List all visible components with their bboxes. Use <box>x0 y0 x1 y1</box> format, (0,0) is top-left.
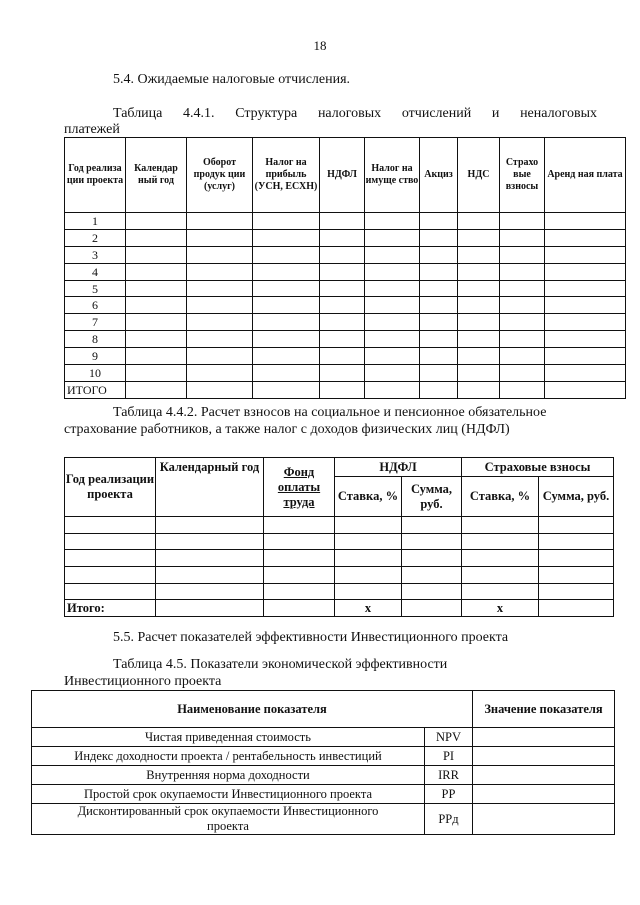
table2-header-payroll <box>264 458 335 517</box>
table-cell[interactable] <box>320 229 365 246</box>
table2-header-row-1 <box>65 458 614 477</box>
table-row <box>32 804 615 835</box>
table-cell[interactable] <box>320 348 365 365</box>
indicator-code: IRR <box>425 766 473 785</box>
table-cell[interactable] <box>187 381 253 398</box>
table-cell[interactable] <box>365 348 420 365</box>
table-row <box>32 766 615 785</box>
table-cell[interactable] <box>458 331 500 348</box>
table-cell[interactable] <box>156 550 264 567</box>
table-row <box>65 263 626 280</box>
table-cell[interactable] <box>458 381 500 398</box>
table1-row-number: 10 <box>65 365 126 382</box>
indicator-value-cell[interactable] <box>473 785 615 804</box>
table-row <box>65 213 626 230</box>
table3-header-value: Значение показателя <box>473 691 615 728</box>
table-cell[interactable] <box>253 213 320 230</box>
table-cell[interactable] <box>458 348 500 365</box>
table-cell[interactable] <box>420 365 458 382</box>
table-cell[interactable] <box>500 381 545 398</box>
table-cell[interactable] <box>420 229 458 246</box>
table-row <box>65 229 626 246</box>
table-cell[interactable] <box>462 533 539 550</box>
table1-row-number: 3 <box>65 246 126 263</box>
table-cell[interactable] <box>402 550 462 567</box>
table-cell[interactable] <box>253 381 320 398</box>
table1-header-excise: Акциз <box>420 138 458 213</box>
table-cell[interactable] <box>500 331 545 348</box>
table-cell[interactable] <box>126 280 187 297</box>
table-cell[interactable] <box>320 331 365 348</box>
table2-x-mark-insurance: х <box>462 600 539 617</box>
table-cell[interactable] <box>126 213 187 230</box>
indicator-name: Дисконтированный срок окупаемости Инвестиционного проекта <box>32 804 425 835</box>
table-cell[interactable] <box>500 280 545 297</box>
table-cell[interactable] <box>402 583 462 600</box>
table1-row-number: 8 <box>65 331 126 348</box>
table-row <box>32 747 615 766</box>
table-cell[interactable] <box>320 365 365 382</box>
indicator-name: Чистая приведенная стоимость <box>32 728 425 747</box>
table-cell[interactable] <box>500 297 545 314</box>
table2-caption-line2: страхование работников, а также налог с доходов физических лиц (НДФЛ) <box>64 422 510 437</box>
table-cell[interactable] <box>402 517 462 534</box>
table1-header-property-tax: Налог на имуще ство <box>365 138 420 213</box>
table-cell[interactable] <box>500 213 545 230</box>
table-cell[interactable] <box>545 348 626 365</box>
table-cell[interactable] <box>320 280 365 297</box>
table-cell[interactable] <box>264 583 335 600</box>
table-cell[interactable] <box>264 600 335 617</box>
table1-header-vat: НДС <box>458 138 500 213</box>
table-row <box>32 785 615 804</box>
table3-caption-line2: Инвестиционного проекта <box>64 674 222 689</box>
table-cell[interactable] <box>420 348 458 365</box>
table-cell[interactable] <box>264 533 335 550</box>
table-row <box>65 533 614 550</box>
table1-row-number: 1 <box>65 213 126 230</box>
table-cell[interactable] <box>402 567 462 584</box>
insurance-ndfl-table <box>64 457 614 617</box>
table-cell[interactable] <box>365 263 420 280</box>
table2-header-rate-ndfl: Ставка, % <box>335 477 402 517</box>
table-cell[interactable] <box>500 229 545 246</box>
indicator-code: PI <box>425 747 473 766</box>
table-cell[interactable] <box>458 297 500 314</box>
table-row <box>32 728 615 747</box>
table-cell[interactable] <box>462 517 539 534</box>
table-cell[interactable] <box>365 297 420 314</box>
table1-total-label: ИТОГО <box>65 381 126 398</box>
table2-header-year-project: Год реализации проекта <box>65 458 156 517</box>
table-cell[interactable] <box>156 567 264 584</box>
table-cell[interactable] <box>365 229 420 246</box>
table-cell[interactable] <box>320 213 365 230</box>
table-cell[interactable] <box>545 213 626 230</box>
table1-header-rent: Аренд ная плата <box>545 138 626 213</box>
indicator-value-cell[interactable] <box>473 766 615 785</box>
table-cell[interactable] <box>500 348 545 365</box>
table-cell[interactable] <box>126 381 187 398</box>
table3-header-name: Наименование показателя <box>32 691 473 728</box>
table-cell[interactable] <box>65 517 156 534</box>
indicator-name: Простой срок окупаемости Инвестиционного проекта <box>32 785 425 804</box>
table-cell[interactable] <box>335 550 402 567</box>
table-cell[interactable] <box>126 314 187 331</box>
table-cell[interactable] <box>65 567 156 584</box>
table-cell[interactable] <box>462 550 539 567</box>
table2-header-payroll-text: Фонд оплаты труда <box>277 464 321 509</box>
table-cell[interactable] <box>264 517 335 534</box>
table-cell[interactable] <box>156 583 264 600</box>
table-cell[interactable] <box>539 550 614 567</box>
table1-total-row <box>65 381 626 398</box>
table-cell[interactable] <box>458 280 500 297</box>
indicator-code: PP <box>425 785 473 804</box>
table-cell[interactable] <box>365 381 420 398</box>
table-cell[interactable] <box>264 567 335 584</box>
table3-body <box>32 728 615 835</box>
table-cell[interactable] <box>539 567 614 584</box>
table-row <box>65 348 626 365</box>
table-cell[interactable] <box>420 331 458 348</box>
table-cell[interactable] <box>320 263 365 280</box>
table1-row-number: 4 <box>65 263 126 280</box>
table-cell[interactable] <box>365 213 420 230</box>
table2-caption-line1: Таблица 4.4.2. Расчет взносов на социальное и пенсионное обязательное <box>113 405 547 420</box>
table1-caption-line2: платежей <box>64 122 120 137</box>
table-cell[interactable] <box>253 297 320 314</box>
table2-header-rate-insurance: Ставка, % <box>462 477 539 517</box>
table1-caption-line1: Таблица 4.4.1. Структура налоговых отчислений и неналоговых <box>113 106 597 121</box>
table1-row-number: 7 <box>65 314 126 331</box>
table-cell[interactable] <box>402 533 462 550</box>
table-cell[interactable] <box>539 533 614 550</box>
table-row <box>65 583 614 600</box>
efficiency-table <box>31 690 615 835</box>
table-cell[interactable] <box>458 246 500 263</box>
section-5-5-heading: 5.5. Расчет показателей эффективности Инвестиционного проекта <box>113 630 509 645</box>
table1-header-insurance: Страхо вые взносы <box>500 138 545 213</box>
table-cell[interactable] <box>320 381 365 398</box>
table2-body <box>65 517 614 600</box>
table-cell[interactable] <box>365 314 420 331</box>
table-cell[interactable] <box>187 297 253 314</box>
table-cell[interactable] <box>458 314 500 331</box>
table1-header-turnover: Оборот продук ции (услуг) <box>187 138 253 213</box>
table-cell[interactable] <box>126 365 187 382</box>
table-cell[interactable] <box>253 365 320 382</box>
table-cell[interactable] <box>126 263 187 280</box>
table-cell[interactable] <box>365 280 420 297</box>
indicator-code: NPV <box>425 728 473 747</box>
table-cell[interactable] <box>187 348 253 365</box>
table-cell[interactable] <box>65 550 156 567</box>
table-cell[interactable] <box>500 246 545 263</box>
table-cell[interactable] <box>187 314 253 331</box>
section-5-4-heading: 5.4. Ожидаемые налоговые отчисления. <box>113 72 351 87</box>
table-cell[interactable] <box>187 213 253 230</box>
table1-row-number: 2 <box>65 229 126 246</box>
indicator-code: PPд <box>425 804 473 835</box>
table-row <box>65 314 626 331</box>
table-cell[interactable] <box>545 263 626 280</box>
indicator-value-cell[interactable] <box>473 728 615 747</box>
table-cell[interactable] <box>545 246 626 263</box>
indicator-name: Внутренняя норма доходности <box>32 766 425 785</box>
table-cell[interactable] <box>420 213 458 230</box>
table-row <box>65 246 626 263</box>
table-cell[interactable] <box>545 280 626 297</box>
table1-header-ndfl: НДФЛ <box>320 138 365 213</box>
table-cell[interactable] <box>545 365 626 382</box>
table1-body <box>65 213 626 382</box>
table-cell[interactable] <box>500 365 545 382</box>
table-row <box>65 550 614 567</box>
table-cell[interactable] <box>420 263 458 280</box>
table-cell[interactable] <box>264 550 335 567</box>
table2-header-ndfl: НДФЛ <box>335 458 462 477</box>
table-cell[interactable] <box>545 229 626 246</box>
table-cell[interactable] <box>156 533 264 550</box>
table-cell[interactable] <box>420 381 458 398</box>
table-cell[interactable] <box>253 280 320 297</box>
table2-header-sum-ndfl: Сумма, руб. <box>402 477 462 517</box>
table1-row-number: 9 <box>65 348 126 365</box>
table-cell[interactable] <box>65 533 156 550</box>
table2-header-insurance: Страховые взносы <box>462 458 614 477</box>
table-cell[interactable] <box>365 365 420 382</box>
table-cell[interactable] <box>420 297 458 314</box>
table-cell[interactable] <box>253 314 320 331</box>
table-cell[interactable] <box>539 517 614 534</box>
table-cell[interactable] <box>539 583 614 600</box>
table-cell[interactable] <box>187 331 253 348</box>
table-cell[interactable] <box>126 331 187 348</box>
table-row <box>65 567 614 584</box>
table1-row-number: 5 <box>65 280 126 297</box>
table-cell[interactable] <box>335 533 402 550</box>
table-row <box>65 517 614 534</box>
table-cell[interactable] <box>126 246 187 263</box>
table-cell[interactable] <box>156 600 264 617</box>
table-cell[interactable] <box>253 263 320 280</box>
table-cell[interactable] <box>335 567 402 584</box>
table-cell[interactable] <box>500 263 545 280</box>
table-cell[interactable] <box>187 246 253 263</box>
table-cell[interactable] <box>539 600 614 617</box>
tax-structure-table <box>64 137 626 399</box>
table-cell[interactable] <box>335 517 402 534</box>
table-cell[interactable] <box>545 331 626 348</box>
table3-caption-line1: Таблица 4.5. Показатели экономической эффективности <box>113 657 448 672</box>
table-cell[interactable] <box>458 229 500 246</box>
table2-x-mark-ndfl: х <box>335 600 402 617</box>
table-cell[interactable] <box>402 600 462 617</box>
table-cell[interactable] <box>545 314 626 331</box>
table-cell[interactable] <box>335 583 402 600</box>
table-cell[interactable] <box>365 246 420 263</box>
indicator-value-cell[interactable] <box>473 747 615 766</box>
table-cell[interactable] <box>126 297 187 314</box>
table1-header-row <box>65 138 626 213</box>
table-cell[interactable] <box>187 263 253 280</box>
page-number: 18 <box>313 38 327 53</box>
table-cell[interactable] <box>420 280 458 297</box>
table1-row-number: 6 <box>65 297 126 314</box>
table-cell[interactable] <box>420 314 458 331</box>
table-cell[interactable] <box>458 263 500 280</box>
table1-header-year-project: Год реализа ции проекта <box>65 138 126 213</box>
table-cell[interactable] <box>462 583 539 600</box>
table2-total-label: Итого: <box>65 600 156 617</box>
table-row <box>65 297 626 314</box>
table3-header-row <box>32 691 615 728</box>
table-cell[interactable] <box>253 331 320 348</box>
table-cell[interactable] <box>545 381 626 398</box>
table2-header-calendar-year: Календарный год <box>156 458 264 517</box>
table-cell[interactable] <box>320 314 365 331</box>
table2-header-sum-insurance: Сумма, руб. <box>539 477 614 517</box>
table-cell[interactable] <box>500 314 545 331</box>
indicator-name: Индекс доходности проекта / рентабельность инвестиций <box>32 747 425 766</box>
table2-total-row <box>65 600 614 617</box>
table-cell[interactable] <box>320 297 365 314</box>
table1-header-calendar-year: Календар ный год <box>126 138 187 213</box>
table-cell[interactable] <box>365 331 420 348</box>
indicator-value-cell[interactable] <box>473 804 615 835</box>
table-cell[interactable] <box>320 246 365 263</box>
table-cell[interactable] <box>253 246 320 263</box>
table-cell[interactable] <box>187 229 253 246</box>
table-cell[interactable] <box>458 365 500 382</box>
table1-header-profit-tax: Налог на прибыль (УСН, ЕСХН) <box>253 138 320 213</box>
table-cell[interactable] <box>187 280 253 297</box>
table-cell[interactable] <box>253 348 320 365</box>
table-cell[interactable] <box>462 567 539 584</box>
table-cell[interactable] <box>126 229 187 246</box>
table-cell[interactable] <box>65 583 156 600</box>
table-cell[interactable] <box>420 246 458 263</box>
table-cell[interactable] <box>187 365 253 382</box>
table-row <box>65 331 626 348</box>
table-cell[interactable] <box>545 297 626 314</box>
table-row <box>65 280 626 297</box>
table-row <box>65 365 626 382</box>
table-cell[interactable] <box>458 213 500 230</box>
table-cell[interactable] <box>156 517 264 534</box>
table-cell[interactable] <box>253 229 320 246</box>
table-cell[interactable] <box>126 348 187 365</box>
